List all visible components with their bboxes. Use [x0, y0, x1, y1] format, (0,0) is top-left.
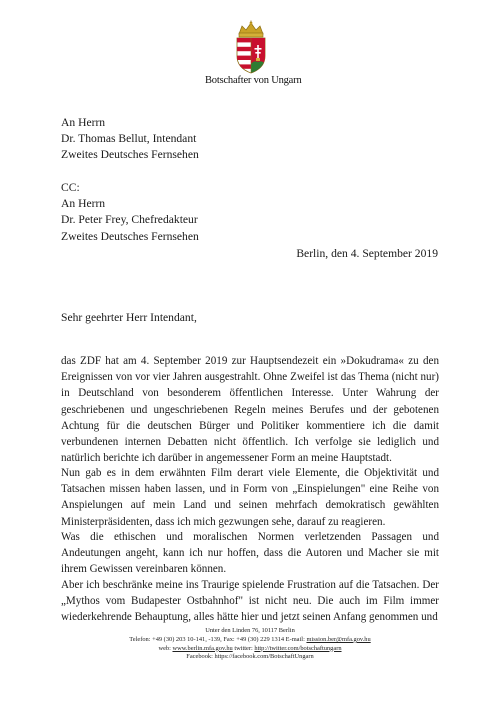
body-paragraph: Nun gab es in dem erwähnten Film derart viele Elemente, die Objektivität und Tatsachen missen haben lassen, und in Form von „Einspielungen" eine Reihe von Anspielungen auf mein Land und seinen mehrfach demokratisch gewählten Ministerpräsidenten, dass ich mich gezwungen sehe, darauf zu reagieren. — [61, 467, 439, 528]
cc-line: An Herrn — [61, 197, 106, 211]
footer-web — [0, 645, 500, 654]
body-paragraph: Was die ethischen und moralischen Normen verletzenden Passagen und Andeutungen angeht, kann ich nur hoffen, dass die Autoren und Macher sie mit ihrem Gewissen vereinbaren können. — [61, 531, 439, 576]
letterhead-footer — [0, 627, 500, 662]
body-paragraph: Aber ich beschränke meine ins Traurige spielende Frustration auf die Tatsachen. Der „Mythos vom Budapester Ostbahnhof" ist nicht neu. Die auch im Film immer wiederkehrende Behauptung, alles hätte hier und jetzt seinen Anfang genommen und — [61, 579, 439, 624]
footer-twitter-label: twitter: — [232, 644, 255, 652]
footer-address: Unter den Linden 76, 10117 Berlin — [205, 627, 295, 634]
dateline: Berlin, den 4. September 2019 — [296, 247, 438, 260]
footer-facebook[interactable]: Facebook: https://facebook.com/BotschaftUngarn — [186, 653, 314, 661]
footer-web-label: web: — [158, 644, 173, 652]
footer-web-link[interactable]: www.berlin.mfa.gov.hu — [172, 644, 233, 652]
cc-address — [61, 180, 199, 245]
cc-line: Zweites Deutsches Fernsehen — [61, 229, 199, 243]
footer-email-link[interactable]: mission.ber@mfa.gov.hu — [306, 635, 371, 643]
embassy-name: Botschafter von Ungarn — [205, 75, 302, 86]
footer-twitter-link[interactable]: http://twitter.com/botschaftungarn — [254, 644, 342, 652]
cc-line: Dr. Peter Frey, Chefredakteur — [61, 213, 198, 227]
footer-contact — [0, 636, 500, 645]
cc-label: CC: — [61, 181, 80, 194]
hungarian-coat-of-arms-icon — [229, 20, 273, 74]
recipient-address — [61, 115, 199, 164]
recipient-line: An Herrn — [61, 116, 106, 129]
footer-phone: Telefon: +49 (30) 203 10-141, -139, Fax: +49 (30) 229 1314 E-mail: — [129, 635, 307, 643]
body-paragraph: das ZDF hat am 4. September 2019 zur Hauptsendezeit ein »Dokudrama« zu den Ereignissen von vor vier Jahren ausgestrahlt. Ohne Zweifel ist das Thema (nicht nur) in Deutschland von besonderem öffentlichen Interesse. Unter Wahrung der geschriebenen und ungeschriebenen Regeln meines Berufes und der gebotenen Achtung für die deutschen Bürger und Politiker kommentiere ich die damit verbundenen internen Debatten nicht öffentlich. Ich verfolge sie lediglich und natürlich berichte ich darüber in angemessener Form an meine Hauptstadt. — [61, 355, 439, 465]
salutation: Sehr geehrter Herr Intendant, — [61, 311, 197, 324]
recipient-line: Zweites Deutsches Fernsehen — [61, 148, 199, 162]
recipient-line: Dr. Thomas Bellut, Intendant — [61, 132, 197, 146]
